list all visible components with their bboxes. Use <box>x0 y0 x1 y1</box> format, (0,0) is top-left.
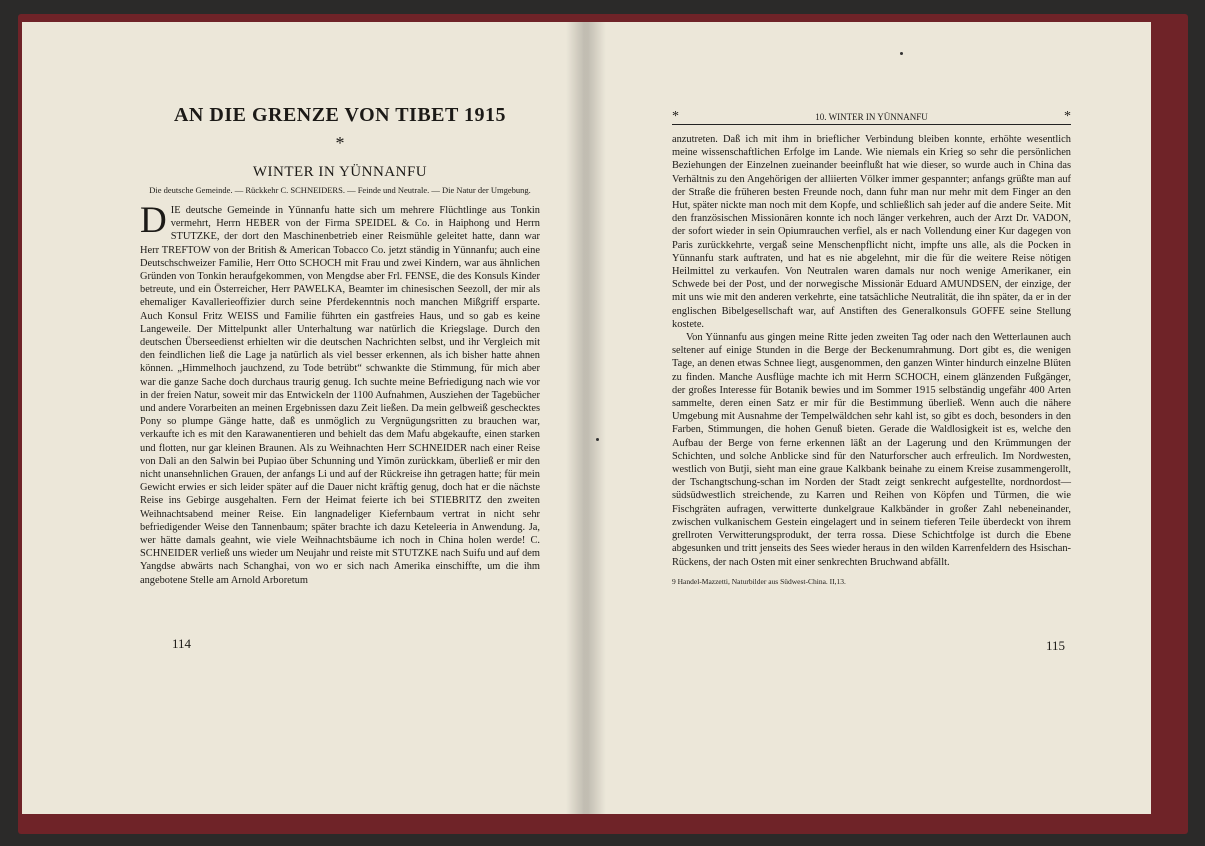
running-head-ornament-left: * <box>672 109 679 124</box>
left-body-text <box>140 200 540 587</box>
footnote: 9 Handel-Mazzetti, Naturbilder aus Südwest-China. II,13. <box>672 576 846 586</box>
chapter-title: WINTER IN YÜNNANFU <box>252 164 428 180</box>
running-head-ornament-right: * <box>1064 109 1071 124</box>
running-head-title: 10. WINTER IN YÜNNANFU <box>815 112 928 122</box>
running-head <box>672 109 1071 125</box>
ink-speck <box>900 52 903 55</box>
right-body-paragraph-1: anzutreten. Daß ich mit ihm in brieflicher Verbindung bleiben konnte, erhöhte wesentlich meine wissenschaftlichen Erfolge im Lande. Wie niemals ein Krieg so sehr die persönlichen Beziehungen der Einzelnen zueinander beeinflußt hat wie dieser, so wurde auch in China das Verhältnis zu den Angehörigen der alliierten Völker immer gespannter; anfangs grüßte man auf der Straße die früheren besten Freunde noch, dann fuhr man nur mehr mit dem Finger an den Hut, später nickte man noch mit dem Kopfe, und schließlich sah jeder auf die andere Seite. Mit den französischen Missionären konnte ich noch länger verkehren, auch der Arzt Dr. VADON, der sofort wieder in sein Opiumrauchen verfiel, als er nach Vollendung einer Kur dagegen von Paris zurückkehrte, vergaß seine Menschenpflicht nicht, impfte uns alle, als die Pocken in Yünnanfu stark auftraten, und hat es nie abgelehnt, mir die für die weitere Reise nötigen Heilmittel zu verkaufen. Von Neutralen waren damals nur noch wenige Amerikaner, ein Schwede bei der Post, und der norwegische Missionär Eduard AMUNDSEN, der einzige, der mit uns wie mit den anderen verkehrte, eine tatsächliche Neutralität, die ihn später, da er in der englischen Bibelgesellschaft war, auf Anstiften des Generalkonsuls GOFFE seine Stellung kostete. <box>672 134 1071 330</box>
drop-cap: D <box>140 200 167 241</box>
ink-speck <box>596 438 599 441</box>
title-ornament: * <box>335 133 345 153</box>
page-title: AN DIE GRENZE VON TIBET 1915 <box>173 104 507 126</box>
page-number-left: 114 <box>172 636 192 651</box>
chapter-summary: Die deutsche Gemeinde. — Rückkehr C. SCHNEIDERS. — Feinde und Neutrale. — Die Natur der Umgebung. <box>149 185 531 195</box>
left-page <box>22 22 587 814</box>
left-body-paragraph: IE deutsche Gemeinde in Yünnanfu hatte sich um mehrere Flüchtlinge aus Tonkin vermehrt, Herrn HEBER von der Firma SPEIDEL & Co. in Haiphong und Herrn STUTZKE, der dort den Maschinenbetrieb einer Reismühle geleitet hatte, dann war Herr TREFTOW von der British & American Tobacco Co. jetzt ständig in Yünnanfu; auch eine Deutschschweizer Familie, Herr Otto SCHOCH mit Frau und zwei Kindern, war aus ähnlichen Gründen von Tonkin heraufgekommen, von Mengdse aber Frl. FENSE, die des Konsuls Kinder betreute, und ein Österreicher, Herr PAWELKA, Beamter im chinesischen Seezoll, der mir als ehemaliger Kavallerieoffizier durch seine Pferdekenntnis noch manchen Mißgriff ersparte. Auch Konsul Fritz WEISS und Familie führten ein gastfreies Haus, und so gab es keine Langeweile. Der Mittelpunkt aller Unterhaltung war natürlich die Kriegslage. Durch den deutschen Überseedienst erhielten wir die deutschen Nachrichten selbst, und ihr Vergleich mit den feindlichen ließ die Lage ja natürlich als viel besser erkennen, als ich bisher hatte ahnen können. „Himmelhoch jauchzend, zu Tode betrübt“ schwankte die Stimmung, für mich aber war die ganze Sache doch durchaus traurig genug. Ich suchte meine Befriedigung nach wie vor in der freien Natur, soweit mir das Entwickeln der 1100 Aufnahmen, Ausziehen der Tagebücher und andere Vorarbeiten an meinen Ergebnissen dazu Zeit ließen. Da mein gelbweiß geschecktes Pony so plumpe Gänge hatte, daß es unmöglich zu Vergnügungsritten zu brauchen war, verkaufte ich es mit den Karawanentieren und behielt das dem Mafu abgekaufte, einen starken und flotten, nur gar kleinen Braunen. Als zu Weihnachten Herr SCHNEIDER nach einer Reise von Dali an den Salwin bei Pupiao über Schunning und Yimön zurückkam, überließ er mir den nicht unansehnlichen Grauen, der anfangs Li und auf der Rückreise ihn getragen hatte; für mein Gewicht erwies er sich leider später auf die Dauer nicht kräftig genug, doch hat er die nächste Reise ins Gebirge ausgehalten. Fern der Heimat feierte ich bei STIEBRITZ den zweiten Weihnachtsabend meiner Reise. Ein langnadeliger Kiefernbaum vertrat in nicht sehr befriedigender Weise den Tannenbaum; später brachte ich dazu Keteleeria in Anwendung. Ja, wer hätte damals geahnt, wie viele Weihnachtsbäume ich noch in China holen werde! C. SCHNEIDER verließ uns wieder um Neujahr und reiste mit STUTZKE nach Suifu und auf dem Yangdse abwärts nach Schanghai, von wo er sich nach Amerika einschiffte, um die ihm angebotene Stelle am Arnold Arboretum <box>140 205 540 586</box>
right-page <box>586 22 1151 814</box>
right-body-paragraph-2: Von Yünnanfu aus gingen meine Ritte jeden zweiten Tag oder nach den Wetterlaunen auch seltener auf einige Stunden in die Berge der Beckenumrahmung. Dort gibt es, die wenigen Tage, an denen etwas Schnee liegt, ausgenommen, den ganzen Winter hindurch einzelne Blüten zu finden. Manche Ausflüge machte ich mit Herrn SCHOCH, einem glänzenden Fußgänger, der großes Interesse für Botanik bewies und im Sommer 1915 selbständig ungefähr 400 Arten sammelte, deren einen Satz er mir für die Bestimmung überließ. Wenn auch die nähere Umgebung mit Ausnahme der Tempelwäldchen sehr kahl ist, so gibt es doch, besonders in den Farben, Stimmungen, die hohen Genuß bieten. Gerade die Waldlosigkeit ist es, welche den Aufbau der Berge von ferne erkennen läßt an der Lagerung und den Krümmungen der Schichten, und solche Anblicke sind für den Naturforscher auch erfreulich. Im Nordwesten, westlich von Butji, sieht man eine graue Kalkbank beinahe zu einem Kreise zusammengerollt, der Tschangtschung-schan im Norden der Stadt zeigt senkrecht aufgestellte, nordnordost—südsüdwestlich streichende, zu Karren und Reihen von Köpfen und Türmen, die wie Fischgräten aufragen, verwitterte dunkelgraue Kalkbänder in großer Zahl nebeneinander, zwischen vulkanischem Gestein eingelagert und in seinem tieferen Teile überdeckt von ihrem grellroten Verwitterungsprodukt, der terra rossa. Diese Schichtfolge ist durch die Ebene abgesunken und tritt jenseits des Sees wieder heraus in den wilden Karrenfeldern des Hsischan-Rückens, der nach Osten mit einer senkrechten Bruchwand abfällt. <box>672 332 1071 568</box>
page-number-right: 115 <box>1045 638 1065 653</box>
